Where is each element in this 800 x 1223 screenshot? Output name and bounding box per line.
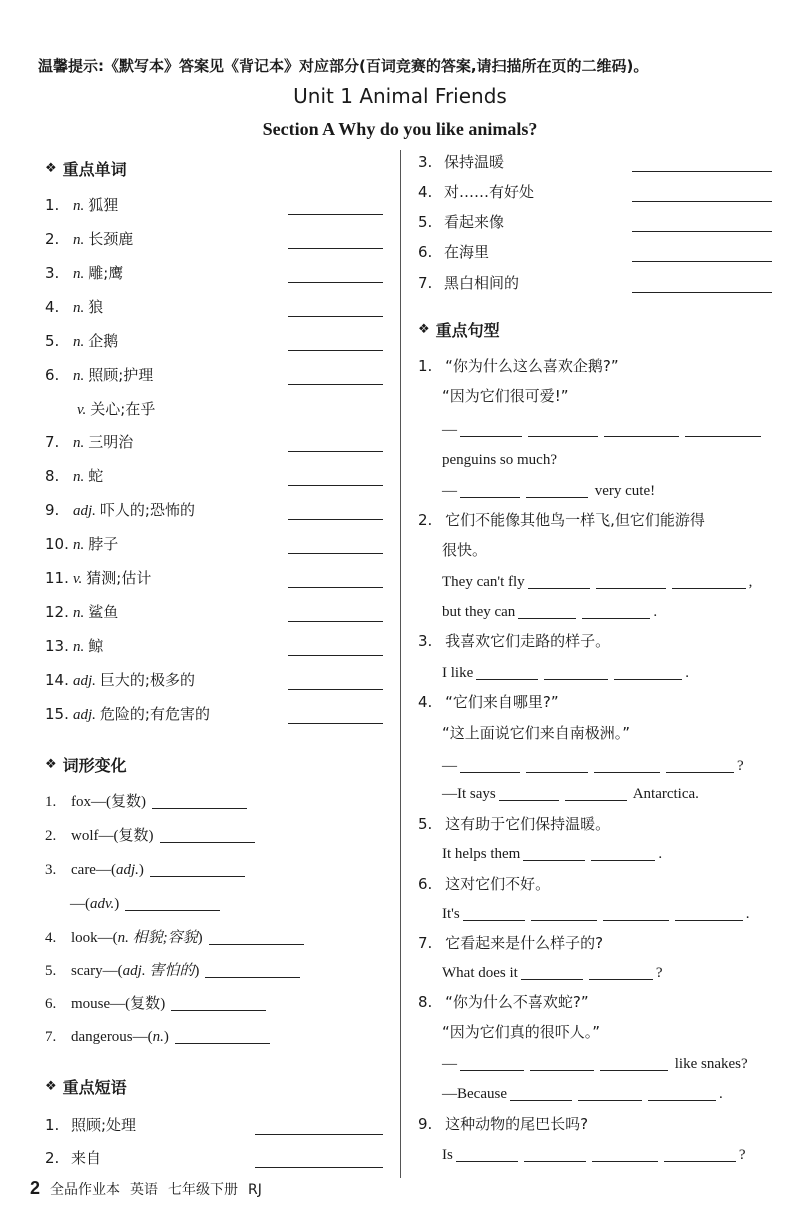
blank[interactable] bbox=[460, 435, 522, 437]
phrase-item bbox=[45, 1148, 101, 1168]
blank[interactable] bbox=[672, 587, 746, 589]
item-number: 7. bbox=[418, 274, 433, 292]
blank[interactable] bbox=[600, 1069, 668, 1071]
word-item bbox=[45, 568, 151, 589]
word-item bbox=[45, 602, 118, 623]
phrase-meaning: 保持温暖 bbox=[444, 153, 505, 171]
heading-label: 词形变化 bbox=[62, 756, 127, 775]
answer-blank[interactable] bbox=[288, 248, 383, 249]
item-number: 2. bbox=[45, 828, 57, 844]
answer-line bbox=[442, 1084, 723, 1104]
part-of-speech: adj. bbox=[73, 503, 96, 519]
sentence-item-8 bbox=[418, 992, 589, 1012]
sentence-start: —It says bbox=[442, 786, 496, 802]
heading-label: 重点单词 bbox=[62, 160, 127, 179]
form-hint: 复数 bbox=[111, 794, 142, 810]
answer-blank[interactable] bbox=[152, 807, 247, 809]
item-number: 8. bbox=[45, 467, 60, 485]
sentence-end: . bbox=[745, 906, 750, 922]
item-number: 2. bbox=[418, 511, 433, 529]
part-of-speech: n. bbox=[73, 469, 85, 485]
sentence-start: They can't fly bbox=[442, 574, 525, 590]
answer-line: penguins so much? bbox=[442, 452, 557, 468]
phrase-meaning: 来自 bbox=[71, 1149, 102, 1167]
sentence-item-7 bbox=[418, 933, 603, 953]
blank[interactable] bbox=[456, 1160, 518, 1162]
sentence-end: . bbox=[685, 665, 689, 681]
clover-icon: ❖ bbox=[45, 161, 57, 176]
phrase-item bbox=[418, 182, 534, 202]
blank[interactable] bbox=[526, 771, 588, 773]
sentence-end: like snakes? bbox=[674, 1056, 748, 1072]
sentence-end: . bbox=[653, 604, 658, 620]
item-number: 7. bbox=[418, 934, 433, 952]
form-text: fox—( bbox=[71, 794, 111, 810]
word-meaning: 鲸 bbox=[88, 637, 104, 655]
form-text: ) bbox=[160, 996, 166, 1012]
sentence-end: . bbox=[658, 846, 663, 862]
dash: — bbox=[442, 422, 457, 438]
word-item bbox=[45, 534, 118, 555]
item-number: 11. bbox=[45, 569, 69, 587]
blank[interactable] bbox=[666, 771, 734, 773]
sentence-cn-line: 很快。 bbox=[442, 541, 488, 559]
word-item bbox=[45, 195, 118, 216]
answer-blank[interactable] bbox=[209, 943, 304, 945]
word-meaning: 长颈鹿 bbox=[88, 230, 134, 248]
answer-blank[interactable] bbox=[288, 655, 383, 656]
blank[interactable] bbox=[675, 919, 743, 921]
blank[interactable] bbox=[578, 1099, 642, 1101]
phrase-meaning: 在海里 bbox=[444, 243, 490, 261]
item-number: 6. bbox=[45, 996, 57, 1012]
answer-blank[interactable] bbox=[288, 519, 383, 520]
heading-key-words bbox=[45, 157, 127, 180]
answer-blank[interactable] bbox=[288, 723, 383, 724]
heading-word-forms bbox=[45, 753, 127, 776]
answer-blank[interactable] bbox=[632, 292, 772, 293]
answer-blank[interactable] bbox=[160, 841, 255, 843]
answer-line bbox=[442, 756, 744, 776]
answer-blank[interactable] bbox=[288, 485, 383, 486]
grade: 七年级下册 bbox=[168, 1182, 239, 1198]
blank[interactable] bbox=[528, 435, 598, 437]
answer-blank[interactable] bbox=[288, 316, 383, 317]
form-text: —( bbox=[70, 896, 90, 912]
item-number: 1. bbox=[45, 196, 60, 214]
top-note: 温馨提示:《默写本》答案见《背记本》对应部分(百词竞赛的答案,请扫描所在页的二维码)。 bbox=[38, 57, 649, 75]
part-of-speech: n. bbox=[73, 435, 85, 451]
word-meaning: 巨大的;极多的 bbox=[99, 671, 195, 689]
sentence-cn: “它们来自哪里?” bbox=[445, 693, 559, 711]
sentence-cn: 它看起来是什么样子的? bbox=[445, 934, 604, 952]
heading-key-sentences bbox=[418, 318, 500, 341]
word-meaning: 蛇 bbox=[88, 467, 104, 485]
form-text: ) bbox=[163, 1029, 169, 1045]
answer-line bbox=[442, 904, 749, 924]
blank[interactable] bbox=[521, 978, 583, 980]
answer-blank[interactable] bbox=[255, 1134, 383, 1135]
blank[interactable] bbox=[648, 1099, 716, 1101]
word-form-item bbox=[45, 961, 303, 981]
answer-blank[interactable] bbox=[632, 171, 772, 172]
phrase-item bbox=[418, 273, 519, 293]
answer-line bbox=[442, 963, 663, 983]
form-text: ) bbox=[148, 828, 154, 844]
sentence-end: very cute! bbox=[594, 483, 656, 499]
item-number: 6. bbox=[418, 875, 433, 893]
answer-blank[interactable] bbox=[632, 261, 772, 262]
item-number: 6. bbox=[418, 243, 433, 261]
sentence-item-5 bbox=[418, 814, 610, 834]
blank[interactable] bbox=[460, 1069, 524, 1071]
answer-line bbox=[442, 663, 689, 683]
sentence-cn: 我喜欢它们走路的样子。 bbox=[445, 632, 611, 650]
item-number: 15. bbox=[45, 705, 69, 723]
answer-blank[interactable] bbox=[632, 201, 772, 202]
answer-line bbox=[442, 420, 764, 440]
part-of-speech: n. bbox=[73, 368, 85, 384]
part-of-speech: v. bbox=[73, 571, 83, 587]
form-text: mouse—( bbox=[71, 996, 131, 1012]
sentence-start: but they can bbox=[442, 604, 516, 620]
answer-blank[interactable] bbox=[288, 587, 383, 588]
answer-blank[interactable] bbox=[125, 909, 220, 911]
answer-blank[interactable] bbox=[288, 451, 383, 452]
blank[interactable] bbox=[523, 859, 585, 861]
sentence-end: Antarctica. bbox=[632, 786, 699, 802]
word-item bbox=[45, 263, 123, 284]
form-hint: n. 相貌;容貌 bbox=[117, 930, 198, 946]
item-number: 10. bbox=[45, 535, 69, 553]
answer-line bbox=[442, 481, 655, 501]
answer-blank[interactable] bbox=[205, 976, 300, 978]
part-of-speech: v. bbox=[77, 402, 87, 418]
part-of-speech: n. bbox=[73, 334, 85, 350]
phrase-meaning: 照顾;处理 bbox=[71, 1116, 137, 1134]
sentence-cn: “你为什么不喜欢蛇?” bbox=[445, 993, 589, 1011]
blank[interactable] bbox=[596, 587, 666, 589]
right-column bbox=[400, 0, 800, 1223]
item-number: 9. bbox=[45, 501, 60, 519]
answer-blank[interactable] bbox=[175, 1042, 270, 1044]
form-hint: adj. bbox=[115, 862, 139, 878]
form-text: care—( bbox=[71, 862, 116, 878]
sentence-cn-line: “这上面说它们来自南极洲。” bbox=[442, 724, 631, 742]
form-text: ) bbox=[114, 896, 120, 912]
word-item bbox=[45, 704, 210, 725]
form-text: dangerous—( bbox=[71, 1029, 153, 1045]
blank[interactable] bbox=[664, 1160, 736, 1162]
sentence-item-3 bbox=[418, 631, 610, 651]
part-of-speech: n. bbox=[73, 639, 85, 655]
phrase-meaning: 看起来像 bbox=[444, 213, 505, 231]
item-number: 5. bbox=[418, 213, 433, 231]
sentence-start: —Because bbox=[442, 1086, 507, 1102]
word-form-item bbox=[45, 860, 248, 880]
item-number: 4. bbox=[45, 298, 60, 316]
form-text: scary—( bbox=[71, 963, 123, 979]
dash: — bbox=[442, 483, 457, 499]
word-meaning: 猜测;估计 bbox=[86, 569, 152, 587]
book-name: 全品作业本 bbox=[50, 1182, 121, 1198]
phrase-meaning: 对……有好处 bbox=[444, 183, 535, 201]
sentence-end: ? bbox=[738, 1147, 746, 1163]
answer-blank[interactable] bbox=[288, 214, 383, 215]
answer-blank[interactable] bbox=[150, 875, 245, 877]
sentence-cn: 这对它们不好。 bbox=[445, 875, 551, 893]
answer-blank[interactable] bbox=[288, 553, 383, 554]
item-number: 9. bbox=[418, 1115, 433, 1133]
item-number: 7. bbox=[45, 1029, 57, 1045]
blank[interactable] bbox=[531, 919, 597, 921]
form-text: ) bbox=[141, 794, 147, 810]
answer-blank[interactable] bbox=[288, 384, 383, 385]
blank[interactable] bbox=[499, 799, 559, 801]
word-item bbox=[45, 466, 103, 487]
page-number: 2 bbox=[30, 1178, 41, 1198]
item-number: 14. bbox=[45, 671, 69, 689]
part-of-speech: n. bbox=[73, 300, 85, 316]
heading-key-phrases bbox=[45, 1075, 127, 1098]
unit-title: Unit 1 Animal Friends bbox=[293, 84, 507, 108]
clover-icon: ❖ bbox=[45, 757, 57, 772]
heading-label: 重点短语 bbox=[62, 1078, 127, 1097]
sentence-item-1 bbox=[418, 356, 619, 376]
word-meaning: 鲨鱼 bbox=[88, 603, 119, 621]
blank[interactable] bbox=[526, 496, 588, 498]
word-item bbox=[45, 365, 153, 386]
blank[interactable] bbox=[614, 678, 682, 680]
blank[interactable] bbox=[528, 587, 590, 589]
sentence-cn: 这种动物的尾巴长吗? bbox=[445, 1115, 589, 1133]
phrase-meaning: 黑白相间的 bbox=[444, 274, 520, 292]
word-form-item bbox=[45, 994, 269, 1014]
word-meaning: 企鹅 bbox=[88, 332, 119, 350]
item-number: 13. bbox=[45, 637, 69, 655]
form-text: ) bbox=[138, 862, 144, 878]
form-text: look—( bbox=[71, 930, 118, 946]
word-meaning: 吓人的;恐怖的 bbox=[99, 501, 195, 519]
part-of-speech: n. bbox=[73, 537, 85, 553]
section-title: Section A Why do you like animals? bbox=[262, 119, 538, 139]
sentence-item-9 bbox=[418, 1114, 588, 1134]
item-number: 4. bbox=[418, 183, 433, 201]
blank[interactable] bbox=[565, 799, 627, 801]
phrase-item bbox=[45, 1115, 136, 1135]
word-item bbox=[45, 229, 133, 250]
blank[interactable] bbox=[685, 435, 761, 437]
answer-blank[interactable] bbox=[288, 689, 383, 690]
blank[interactable] bbox=[544, 678, 608, 680]
form-hint: adj. 害怕的 bbox=[122, 963, 195, 979]
answer-line bbox=[442, 1145, 746, 1165]
form-text: wolf—( bbox=[71, 828, 119, 844]
answer-blank[interactable] bbox=[632, 231, 772, 232]
item-number: 1. bbox=[45, 794, 57, 810]
blank[interactable] bbox=[518, 617, 576, 619]
word-meaning: 狐狸 bbox=[88, 196, 119, 214]
clover-icon: ❖ bbox=[418, 322, 430, 337]
word-meaning: 三明治 bbox=[88, 433, 134, 451]
blank[interactable] bbox=[524, 1160, 586, 1162]
dash: — bbox=[442, 1056, 457, 1072]
item-number: 3. bbox=[45, 264, 60, 282]
sentence-end: ? bbox=[737, 758, 744, 774]
item-number: 5. bbox=[418, 815, 433, 833]
form-text: ) bbox=[197, 930, 203, 946]
blank[interactable] bbox=[460, 771, 520, 773]
word-item bbox=[45, 670, 195, 691]
item-number: 7. bbox=[45, 433, 60, 451]
item-number: 3. bbox=[45, 862, 57, 878]
word-form-item bbox=[45, 928, 307, 948]
item-number: 5. bbox=[45, 963, 57, 979]
phrase-item bbox=[418, 212, 504, 232]
word-form-item bbox=[70, 894, 223, 914]
word-item bbox=[45, 432, 133, 453]
word-item bbox=[45, 331, 118, 352]
clover-icon: ❖ bbox=[45, 1079, 57, 1094]
item-number: 3. bbox=[418, 153, 433, 171]
word-form-item bbox=[45, 1027, 273, 1047]
form-text: ) bbox=[194, 963, 200, 979]
item-number: 3. bbox=[418, 632, 433, 650]
phrase-item bbox=[418, 152, 504, 172]
blank[interactable] bbox=[592, 1160, 658, 1162]
blank[interactable] bbox=[530, 1069, 594, 1071]
item-number: 2. bbox=[45, 1149, 60, 1167]
form-hint: 复数 bbox=[118, 828, 149, 844]
edition: RJ bbox=[248, 1182, 262, 1198]
item-number: 6. bbox=[45, 366, 60, 384]
form-hint: 复数 bbox=[130, 996, 161, 1012]
form-hint: adv. bbox=[90, 896, 115, 912]
word-meaning: 关心;在乎 bbox=[90, 400, 156, 418]
answer-blank[interactable] bbox=[171, 1009, 266, 1011]
answer-blank[interactable] bbox=[288, 282, 383, 283]
footer bbox=[30, 1178, 262, 1199]
sentence-start: What does it bbox=[442, 965, 518, 981]
part-of-speech: n. bbox=[73, 605, 85, 621]
word-item bbox=[45, 636, 103, 657]
blank[interactable] bbox=[463, 919, 525, 921]
dash: — bbox=[442, 758, 457, 774]
item-number: 4. bbox=[418, 693, 433, 711]
item-number: 12. bbox=[45, 603, 69, 621]
sentence-start: It's bbox=[442, 906, 460, 922]
word-item bbox=[75, 399, 155, 420]
word-meaning: 危险的;有危害的 bbox=[99, 705, 210, 723]
word-meaning: 雕;鹰 bbox=[88, 264, 124, 282]
blank[interactable] bbox=[582, 617, 650, 619]
blank[interactable] bbox=[603, 919, 669, 921]
part-of-speech: adj. bbox=[73, 673, 96, 689]
sentence-start: Is bbox=[442, 1147, 453, 1163]
blank[interactable] bbox=[460, 496, 520, 498]
sentence-start: It helps them bbox=[442, 846, 521, 862]
blank[interactable] bbox=[594, 771, 660, 773]
blank[interactable] bbox=[476, 678, 538, 680]
item-number: 5. bbox=[45, 332, 60, 350]
sentence-end: . bbox=[718, 1086, 723, 1102]
item-number: 1. bbox=[45, 1116, 60, 1134]
part-of-speech: adj. bbox=[73, 707, 96, 723]
phrase-item bbox=[418, 242, 489, 262]
sentence-cn: 它们不能像其他鸟一样飞,但它们能游得 bbox=[445, 511, 705, 529]
item-number: 8. bbox=[418, 993, 433, 1011]
answer-blank[interactable] bbox=[255, 1167, 383, 1168]
part-of-speech: n. bbox=[73, 232, 85, 248]
answer-line bbox=[442, 784, 699, 804]
answer-line bbox=[442, 602, 657, 622]
part-of-speech: n. bbox=[73, 266, 85, 282]
word-form-item bbox=[45, 826, 258, 846]
form-hint: n. bbox=[152, 1029, 164, 1045]
word-item bbox=[45, 500, 195, 521]
subject: 英语 bbox=[130, 1182, 159, 1198]
answer-blank[interactable] bbox=[288, 621, 383, 622]
answer-line bbox=[442, 844, 662, 864]
sentence-cn: “你为什么这么喜欢企鹅?” bbox=[445, 357, 619, 375]
sentence-end: ? bbox=[655, 965, 663, 981]
sentence-cn-line: “因为它们很可爱!” bbox=[442, 387, 569, 405]
sentence-cn: 这有助于它们保持温暖。 bbox=[445, 815, 611, 833]
sentence-item-6 bbox=[418, 874, 550, 894]
answer-line bbox=[442, 572, 752, 592]
blank[interactable] bbox=[589, 978, 653, 980]
item-number: 4. bbox=[45, 930, 57, 946]
sentence-item-2 bbox=[418, 510, 705, 530]
part-of-speech: n. bbox=[73, 198, 85, 214]
blank[interactable] bbox=[591, 859, 655, 861]
blank[interactable] bbox=[604, 435, 679, 437]
word-item bbox=[45, 297, 103, 318]
item-number: 2. bbox=[45, 230, 60, 248]
word-meaning: 脖子 bbox=[88, 535, 119, 553]
answer-line bbox=[442, 1054, 748, 1074]
answer-blank[interactable] bbox=[288, 350, 383, 351]
sentence-end: , bbox=[748, 574, 753, 590]
item-number: 1. bbox=[418, 357, 433, 375]
sentence-start: I like bbox=[442, 665, 474, 681]
word-meaning: 狼 bbox=[88, 298, 104, 316]
sentence-cn-line: “因为它们真的很吓人。” bbox=[442, 1023, 601, 1041]
word-form-item bbox=[45, 792, 250, 812]
sentence-item-4 bbox=[418, 692, 559, 712]
blank[interactable] bbox=[510, 1099, 572, 1101]
word-meaning: 照顾;护理 bbox=[88, 366, 154, 384]
heading-label: 重点句型 bbox=[435, 321, 500, 340]
